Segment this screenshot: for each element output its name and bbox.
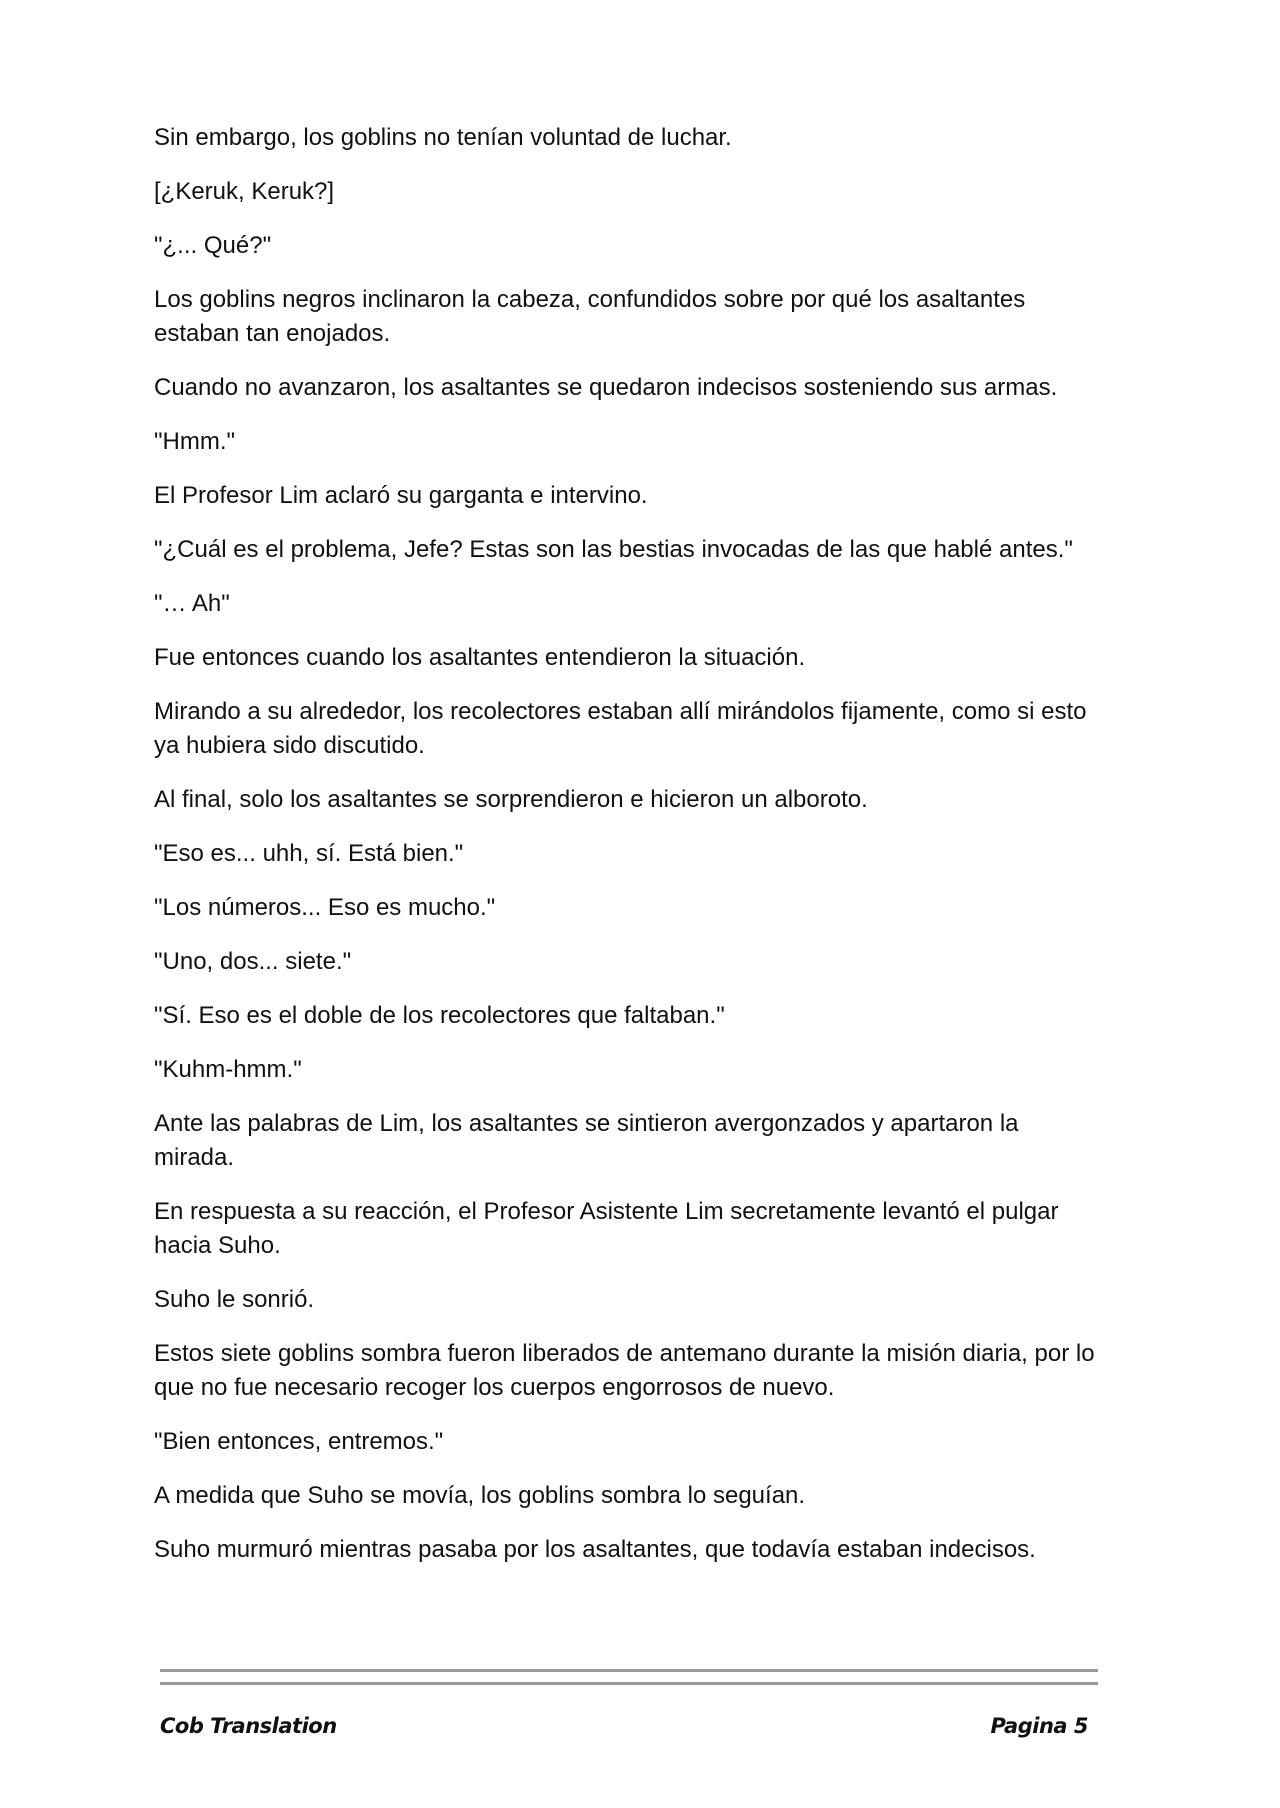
paragraph: "¿Cuál es el problema, Jefe? Estas son las bestias invocadas de las que hablé antes." <box>154 536 1073 563</box>
paragraph: Fue entonces cuando los asaltantes entendieron la situación. <box>154 644 806 671</box>
paragraph: [¿Keruk, Keruk?] <box>154 178 335 205</box>
paragraph: En respuesta a su reacción, el Profesor Asistente Lim secretamente levantó el pulgar hacia Suho. <box>154 1198 1059 1259</box>
paragraph: "… Ah" <box>154 590 230 617</box>
paragraph: Estos siete goblins sombra fueron liberados de antemano durante la misión diaria, por lo que no fue necesario recoger los cuerpos engorrosos de nuevo. <box>154 1340 1095 1401</box>
footer-divider-top <box>160 1669 1098 1672</box>
paragraph: Suho le sonrió. <box>154 1286 315 1313</box>
paragraph: "Uno, dos... siete." <box>154 948 352 975</box>
paragraph: Suho murmuró mientras pasaba por los asaltantes, que todavía estaban indecisos. <box>154 1536 1036 1563</box>
paragraph: Al final, solo los asaltantes se sorprendieron e hicieron un alboroto. <box>154 786 868 813</box>
footer-page-number: Pagina 5 <box>990 1714 1088 1738</box>
paragraph: Cuando no avanzaron, los asaltantes se quedaron indecisos sosteniendo sus armas. <box>154 374 1058 401</box>
page-body <box>154 121 1104 1587</box>
paragraph: "Eso es... uhh, sí. Está bien." <box>154 840 464 867</box>
footer-translator-credit: Cob Translation <box>160 1714 337 1738</box>
paragraph: El Profesor Lim aclaró su garganta e intervino. <box>154 482 648 509</box>
footer-divider-bottom <box>160 1682 1098 1685</box>
paragraph: A medida que Suho se movía, los goblins sombra lo seguían. <box>154 1482 806 1509</box>
paragraph: "¿... Qué?" <box>154 232 272 259</box>
paragraph: "Kuhm-hmm." <box>154 1056 302 1083</box>
paragraph: "Bien entonces, entremos." <box>154 1428 444 1455</box>
paragraph: Mirando a su alrededor, los recolectores estaban allí mirándolos fijamente, como si esto ya hubiera sido discutido. <box>154 698 1087 759</box>
paragraph: Sin embargo, los goblins no tenían voluntad de luchar. <box>154 124 732 151</box>
paragraph: Los goblins negros inclinaron la cabeza, confundidos sobre por qué los asaltantes estaban tan enojados. <box>154 286 1026 347</box>
paragraph: "Sí. Eso es el doble de los recolectores que faltaban." <box>154 1002 725 1029</box>
paragraph: Ante las palabras de Lim, los asaltantes se sintieron avergonzados y apartaron la mirada. <box>154 1110 1019 1171</box>
paragraph: "Los números... Eso es mucho." <box>154 894 496 921</box>
paragraph: "Hmm." <box>154 428 236 455</box>
